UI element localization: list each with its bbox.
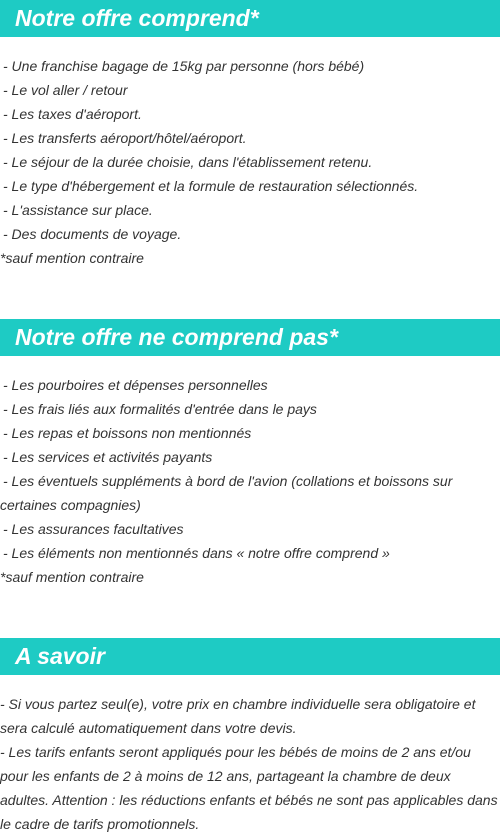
list-item: - L'assistance sur place. [3,202,153,218]
list-item: - Le vol aller / retour [3,82,128,98]
section-title-good-to-know: A savoir [15,643,105,669]
info-paragraph: - Les tarifs enfants seront appliqués pour les bébés de moins de 2 ans et/ou pour les enfants de 2 à moins de 12 ans, partageant la chambre de deux adultes. Attention : les réductions enfants et bébés ne sont pas applicables dans le cadre de tarifs promotionnels. [0,744,498,832]
list-item: - Les éléments non mentionnés dans « notre offre comprend » [3,545,390,561]
footnote: *sauf mention contraire [0,250,144,266]
section-title-excluded: Notre offre ne comprend pas* [15,324,338,350]
list-item: - Les éventuels suppléments à bord de l'avion (collations et boissons sur certaines compagnies) [0,473,453,513]
section-header-good-to-know [0,638,500,675]
section-title-included: Notre offre comprend* [15,5,259,31]
excluded-list [0,373,500,589]
list-item: - Les repas et boissons non mentionnés [3,425,252,441]
section-header-excluded [0,319,500,356]
included-list [0,54,500,270]
footnote: *sauf mention contraire [0,569,144,585]
list-item: - Les pourboires et dépenses personnelles [3,377,268,393]
list-item: - Le séjour de la durée choisie, dans l'établissement retenu. [3,154,373,170]
list-item: - Les assurances facultatives [3,521,184,537]
list-item: - Des documents de voyage. [3,226,182,242]
section-header-included [0,0,500,37]
list-item: - Les frais liés aux formalités d'entrée dans le pays [3,401,317,417]
good-to-know-text [0,692,500,836]
list-item: - Les transferts aéroport/hôtel/aéroport. [3,130,247,146]
list-item: - Les taxes d'aéroport. [3,106,142,122]
list-item: - Les services et activités payants [3,449,213,465]
list-item: - Une franchise bagage de 15kg par personne (hors bébé) [3,58,365,74]
info-paragraph: - Si vous partez seul(e), votre prix en chambre individuelle sera obligatoire et sera calculé automatiquement dans votre devis. [0,696,476,736]
list-item: - Le type d'hébergement et la formule de restauration sélectionnés. [3,178,419,194]
